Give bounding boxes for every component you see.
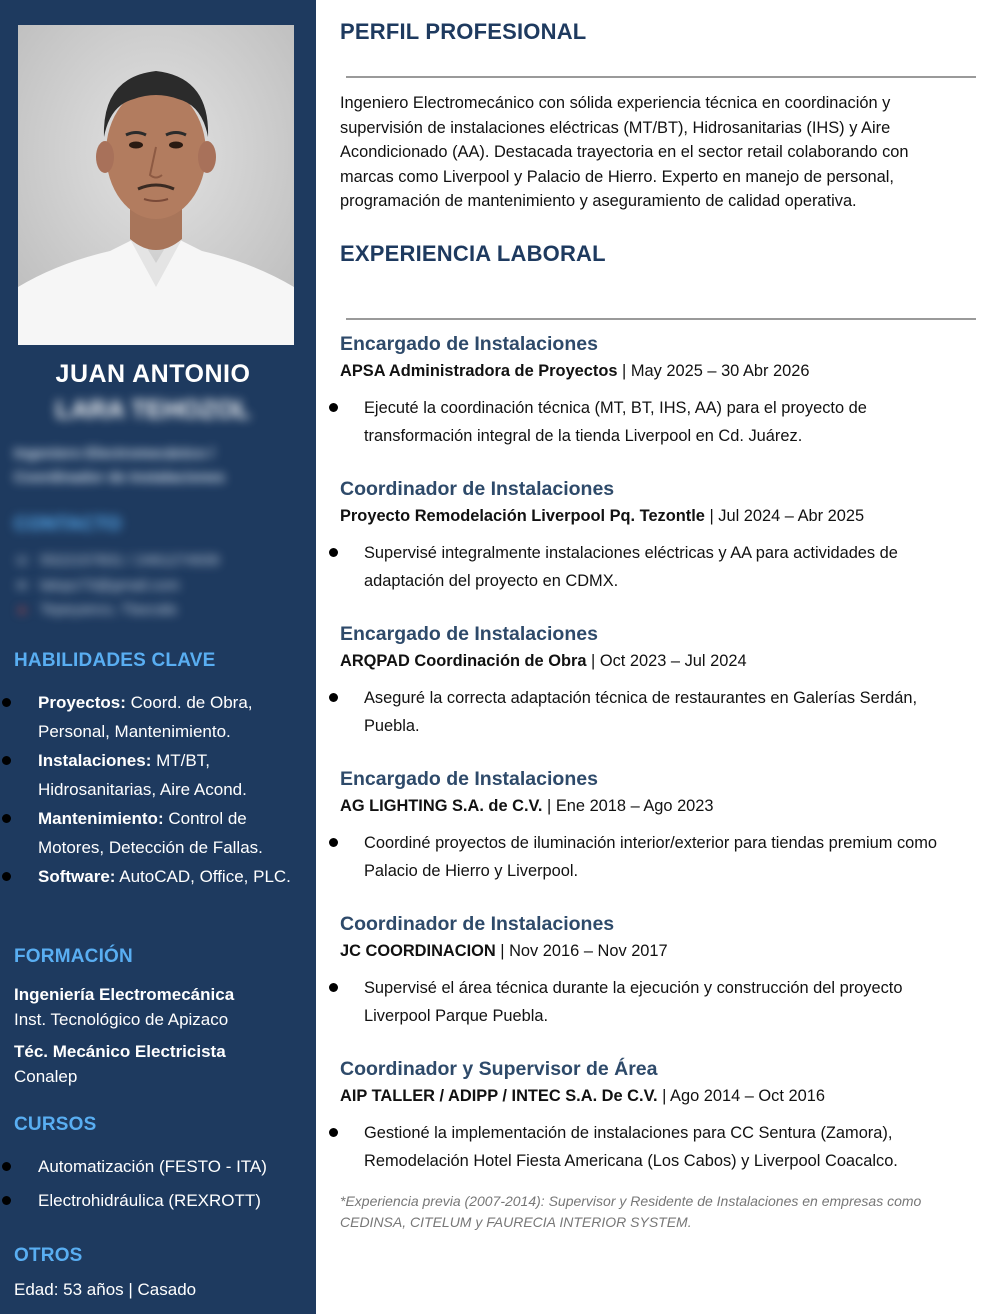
skill-item <box>0 746 300 804</box>
job-dates: | Oct 2023 – Jul 2024 <box>586 652 747 670</box>
main-content <box>316 0 1004 1314</box>
other-heading: OTROS <box>14 1245 83 1266</box>
job-dates: | May 2025 – 30 Abr 2026 <box>617 362 810 380</box>
education-school: Conalep <box>14 1067 78 1086</box>
job-dates: | Ene 2018 – Ago 2023 <box>542 797 714 815</box>
job-company <box>340 362 809 381</box>
bullet-icon <box>2 872 11 881</box>
job-company <box>340 1087 825 1106</box>
portrait-image <box>18 25 294 345</box>
education-item <box>14 982 304 1032</box>
skill-item <box>0 688 300 746</box>
education-degree: Téc. Mecánico Electricista <box>14 1042 226 1061</box>
experience-heading: EXPERIENCIA LABORAL <box>340 241 606 266</box>
phone-text: 5522157831 / 2461274939 <box>40 552 220 569</box>
divider <box>346 318 976 320</box>
previous-experience-note: *Experiencia previa (2007-2014): Supervisor y Residente de Instalaciones en empresas como CEDINSA, CITELUM y FAURECIA INTERIOR SYSTEM. <box>340 1193 922 1230</box>
course-item <box>0 1186 300 1215</box>
email-icon: ✉ <box>16 577 28 593</box>
profile-heading: PERFIL PROFESIONAL <box>340 19 587 44</box>
bullet-icon <box>2 1196 11 1205</box>
job-description: Gestioné la implementación de instalaciones para CC Sentura (Zamora), Remodelación Hotel Fiesta Americana (Los Cabos) y Liverpool Coacalco. <box>364 1124 898 1170</box>
job-title: Encargado de Instalaciones <box>340 333 598 355</box>
profile-summary: Ingeniero Electromecánico con sólida experiencia técnica en coordinación y supervisión de instalaciones eléctricas (MT/BT), Hidrosanitarias (IHS) y Aire Acondicionado (AA). Destacada trayectoria en el sector retail colaborando con marcas como Liverpool y Palacio de Hierro. Experto en manejo de personal, programación de mantenimiento y aseguramiento de calidad operativa. <box>340 94 909 210</box>
skill-text: MT/BT, Hidrosanitarias, Aire Acond. <box>38 751 247 799</box>
course-item <box>0 1152 300 1181</box>
job-title: Encargado de Instalaciones <box>340 623 598 645</box>
name-first: JUAN ANTONIO <box>55 360 251 388</box>
job-title: Coordinador de Instalaciones <box>340 913 615 935</box>
courses-heading: CURSOS <box>14 1114 97 1135</box>
job-bullet <box>364 1119 964 1175</box>
phone-icon: ☏ <box>14 552 31 568</box>
skill-label: Mantenimiento: <box>38 809 164 828</box>
bullet-icon <box>329 983 338 992</box>
company-name: Proyecto Remodelación Liverpool Pq. Tezontle <box>340 507 705 525</box>
email-text: lalopz73@gmail.com <box>40 577 180 594</box>
job-title: Coordinador de Instalaciones <box>340 478 615 500</box>
job-description: Supervisé el área técnica durante la ejecución y construcción del proyecto Liverpool Parque Puebla. <box>364 979 903 1025</box>
job-title: Coordinador y Supervisor de Área <box>340 1058 658 1080</box>
company-name: AIP TALLER / ADIPP / INTEC S.A. De C.V. <box>340 1087 658 1105</box>
location-pin-icon: ● <box>18 602 26 617</box>
job-bullet <box>364 394 964 450</box>
bullet-icon <box>329 838 338 847</box>
contact-heading: CONTACTO <box>14 514 122 535</box>
education-heading: FORMACIÓN <box>14 946 133 967</box>
bullet-icon <box>329 1128 338 1137</box>
job-bullet <box>364 539 964 595</box>
skill-text: Coord. de Obra, Personal, Mantenimiento. <box>38 693 253 741</box>
course-text: Automatización (FESTO - ITA) <box>38 1157 267 1176</box>
job-description: Ejecuté la coordinación técnica (MT, BT, IHS, AA) para el proyecto de transformación integral de la tienda Liverpool en Cd. Juárez. <box>364 399 867 445</box>
location-text: Tepeyanco, Tlaxcala <box>40 601 177 618</box>
sidebar <box>0 0 316 1314</box>
company-name: APSA Administradora de Proyectos <box>340 362 618 380</box>
skill-label: Instalaciones: <box>38 751 152 770</box>
bullet-icon <box>329 548 338 557</box>
skill-item <box>0 862 300 891</box>
job-bullet <box>364 829 964 885</box>
name-last: LARA TEHOZOL <box>55 396 251 424</box>
job-dates: | Ago 2014 – Oct 2016 <box>657 1087 825 1105</box>
job-dates: | Nov 2016 – Nov 2017 <box>495 942 668 960</box>
contact-phone <box>14 552 219 569</box>
job-bullet <box>364 684 964 740</box>
company-name: AG LIGHTING S.A. de C.V. <box>340 797 543 815</box>
skills-heading: HABILIDADES CLAVE <box>14 650 216 671</box>
job-company <box>340 507 864 526</box>
skills-list <box>0 688 300 891</box>
bullet-icon <box>2 814 11 823</box>
bullet-icon <box>329 403 338 412</box>
course-text: Electrohidráulica (REXROTT) <box>38 1191 261 1210</box>
job-role: Ingeniero Electromecánico / Coordinador de Instalaciones <box>14 445 225 486</box>
job-bullet <box>364 974 964 1030</box>
skill-label: Proyectos: <box>38 693 126 712</box>
skill-text: AutoCAD, Office, PLC. <box>115 867 291 886</box>
job-company <box>340 942 668 961</box>
bullet-icon <box>2 698 11 707</box>
courses-list <box>0 1152 300 1215</box>
bullet-icon <box>329 693 338 702</box>
education-school: Inst. Tecnológico de Apizaco <box>14 1010 229 1029</box>
bullet-icon <box>2 756 11 765</box>
job-description: Coordiné proyectos de iluminación interior/exterior para tiendas premium como Palacio de Hierro y Liverpool. <box>364 834 938 880</box>
profile-photo <box>18 25 294 345</box>
job-title: Encargado de Instalaciones <box>340 768 598 790</box>
bullet-icon <box>2 1162 11 1171</box>
skill-item <box>0 804 300 862</box>
skill-label: Software: <box>38 867 116 886</box>
other-text: Edad: 53 años | Casado <box>14 1280 197 1299</box>
skill-text: Control de Motores, Detección de Fallas. <box>38 809 263 857</box>
job-description: Aseguré la correcta adaptación técnica de restaurantes en Galerías Serdán, Puebla. <box>364 689 918 735</box>
job-description: Supervisé integralmente instalaciones eléctricas y AA para actividades de adaptación del proyecto en CDMX. <box>364 544 898 590</box>
education-item <box>14 1039 304 1089</box>
company-name: JC COORDINACION <box>340 942 496 960</box>
job-company <box>340 797 714 816</box>
job-dates: | Jul 2024 – Abr 2025 <box>704 507 865 525</box>
job-company <box>340 652 747 671</box>
company-name: ARQPAD Coordinación de Obra <box>340 652 587 670</box>
education-degree: Ingeniería Electromecánica <box>14 985 235 1004</box>
divider <box>346 76 976 78</box>
contact-email <box>14 577 179 594</box>
contact-location <box>14 601 176 618</box>
